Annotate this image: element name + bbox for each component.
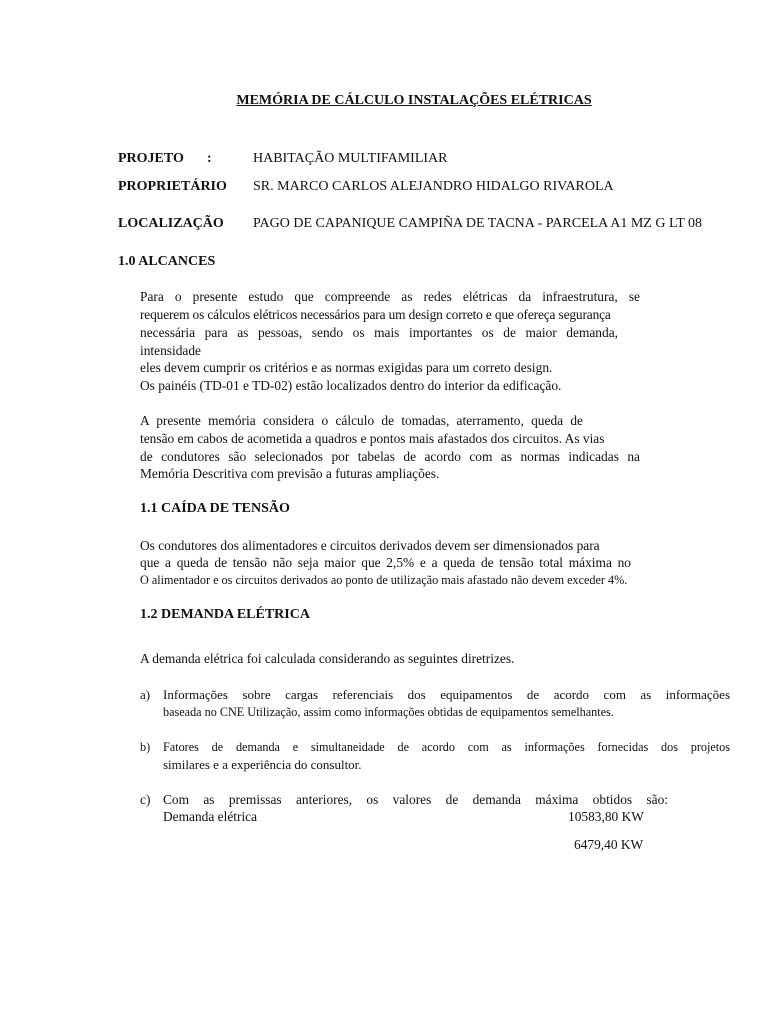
alcances-p2-line: Memória Descritiva com previsão a futuras ampliações.: [140, 466, 440, 481]
demanda-eletrica-label: Demanda elétrica: [163, 809, 258, 824]
item-b-line1: Fatores de demanda e simultaneidade de acordo com as informações fornecidas dos projetos: [163, 740, 730, 754]
alcances-p1-line: eles devem cumprir os critérios e as normas exigidas para um correto design.: [140, 360, 553, 375]
alcances-p1-line: requerem os cálculos elétricos necessários para um design correto e que ofereça segurança: [140, 307, 611, 322]
item-c-line1: Com as premissas anteriores, os valores de demanda máxima obtidos são:: [163, 792, 668, 807]
demanda-eletrica-value: 10583,80 KW: [568, 809, 644, 824]
alcances-p2-line: tensão em cabos de acometida a quadros e pontos mais afastados dos circuitos. As vias: [140, 431, 605, 446]
localizacao-label: LOCALIZAÇÃO: [118, 216, 224, 231]
item-c-marker: c): [140, 792, 151, 807]
document-title: MEMÓRIA DE CÁLCULO INSTALAÇÕES ELÉTRICAS: [236, 93, 592, 108]
proprietario-label: PROPRIETÁRIO: [118, 179, 227, 194]
demanda-heading: 1.2 DEMANDA ELÉTRICA: [140, 607, 310, 622]
caida-line: Os condutores dos alimentadores e circuitos derivados devem ser dimensionados para: [140, 538, 600, 553]
alcances-p1-line: Os painéis (TD-01 e TD-02) estão localizados dentro do interior da edificação.: [140, 378, 562, 393]
alcances-p2-line: de condutores são selecionados por tabelas de acordo com as normas indicadas na: [140, 449, 640, 464]
item-a-line1: Informações sobre cargas referenciais dos equipamentos de acordo com as informações: [163, 687, 730, 702]
projeto-colon: :: [207, 151, 212, 166]
alcances-p1-line: intensidade: [140, 343, 201, 358]
caida-heading: 1.1 CAÍDA DE TENSÃO: [140, 501, 290, 516]
alcances-p1-line: Para o presente estudo que compreende as redes elétricas da infraestrutura, se: [140, 289, 640, 304]
proprietario-value: SR. MARCO CARLOS ALEJANDRO HIDALGO RIVAROLA: [253, 179, 614, 194]
caida-line: O alimentador e os circuitos derivados ao ponto de utilização mais afastado não devem exceder 4%.: [140, 573, 628, 587]
projeto-value: HABITAÇÃO MULTIFAMILIAR: [253, 151, 448, 166]
item-b-line2: similares e a experiência do consultor.: [163, 757, 362, 772]
demanda-intro: A demanda elétrica foi calculada considerando as seguintes diretrizes.: [140, 651, 515, 666]
item-a-line2: baseada no CNE Utilização, assim como informações obtidas de equipamentos semelhantes.: [163, 705, 614, 719]
item-b-marker: b): [140, 740, 151, 754]
alcances-p2-line: A presente memória considera o cálculo de tomadas, aterramento, queda de: [140, 413, 583, 428]
demanda-eletrica-value-2: 6479,40 KW: [574, 837, 644, 852]
projeto-label: PROJETO: [118, 151, 184, 166]
alcances-heading: 1.0 ALCANCES: [118, 254, 216, 269]
alcances-p1-line: necessária para as pessoas, sendo os mais importantes os de maior demanda,: [140, 325, 618, 340]
localizacao-value: PAGO DE CAPANIQUE CAMPIÑA DE TACNA - PARCELA A1 MZ G LT 08: [253, 216, 703, 231]
caida-line: que a queda de tensão não seja maior que 2,5% e a queda de tensão total máxima no: [140, 555, 631, 570]
item-a-marker: a): [140, 687, 151, 702]
